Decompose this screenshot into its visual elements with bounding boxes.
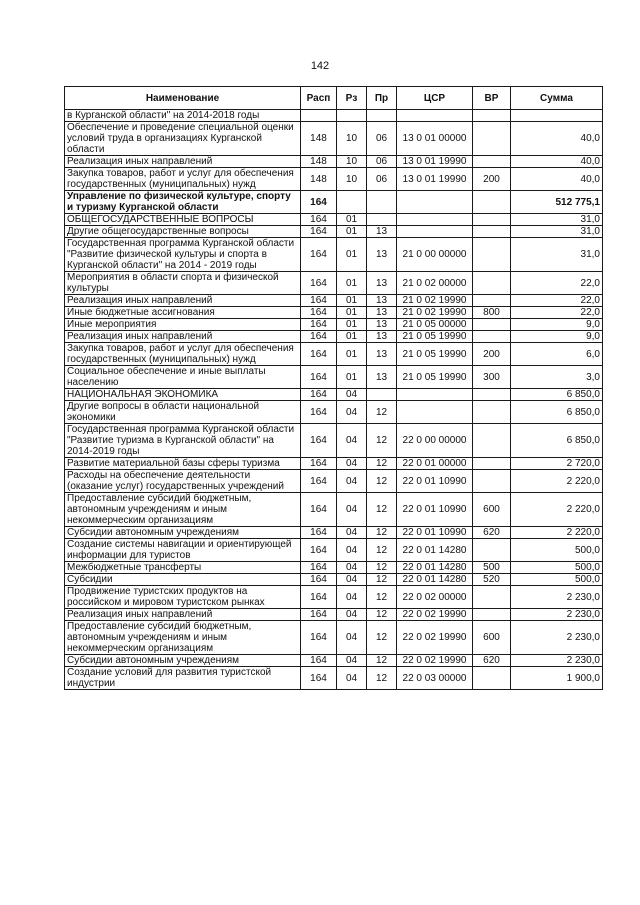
cell-rasp: 164	[301, 295, 337, 307]
cell-sum: 9,0	[511, 319, 603, 331]
cell-vr: 200	[473, 168, 511, 191]
cell-vr	[473, 238, 511, 272]
cell-rz: 04	[337, 562, 367, 574]
cell-sum: 2 230,0	[511, 655, 603, 667]
cell-vr	[473, 214, 511, 226]
cell-rz: 04	[337, 539, 367, 562]
cell-sum: 500,0	[511, 574, 603, 586]
cell-vr	[473, 156, 511, 168]
cell-sum: 31,0	[511, 226, 603, 238]
cell-csr: 21 0 05 19990	[397, 366, 473, 389]
table-row	[65, 307, 603, 319]
cell-sum: 2 220,0	[511, 470, 603, 493]
cell-rasp: 148	[301, 156, 337, 168]
cell-rasp: 164	[301, 319, 337, 331]
table-row	[65, 272, 603, 295]
cell-pr: 13	[367, 343, 397, 366]
cell-rasp: 164	[301, 621, 337, 655]
cell-rz: 04	[337, 586, 367, 609]
cell-rasp: 164	[301, 493, 337, 527]
cell-pr: 13	[367, 238, 397, 272]
cell-pr: 13	[367, 307, 397, 319]
cell-rz: 04	[337, 424, 367, 458]
cell-sum: 40,0	[511, 122, 603, 156]
cell-rasp: 164	[301, 401, 337, 424]
cell-pr: 12	[367, 458, 397, 470]
cell-rz: 04	[337, 621, 367, 655]
cell-csr: 22 0 02 19990	[397, 655, 473, 667]
cell-rasp: 164	[301, 343, 337, 366]
cell-name: Государственная программа Курганской области "Развитие туризма в Курганской области" на 2014-2019 годы	[65, 424, 301, 458]
cell-vr: 620	[473, 527, 511, 539]
cell-name: Иные мероприятия	[65, 319, 301, 331]
cell-sum: 9,0	[511, 331, 603, 343]
cell-vr	[473, 272, 511, 295]
cell-pr: 12	[367, 401, 397, 424]
table-row	[65, 493, 603, 527]
cell-name: Расходы на обеспечение деятельности (оказание услуг) государственных учреждений	[65, 470, 301, 493]
cell-pr: 12	[367, 574, 397, 586]
cell-name: Продвижение туристских продуктов на российском и мировом туристском рынках	[65, 586, 301, 609]
cell-vr	[473, 191, 511, 214]
cell-rz: 01	[337, 226, 367, 238]
cell-vr	[473, 295, 511, 307]
cell-vr	[473, 609, 511, 621]
cell-pr: 06	[367, 156, 397, 168]
table-row	[65, 574, 603, 586]
cell-rasp: 164	[301, 527, 337, 539]
cell-sum: 3,0	[511, 366, 603, 389]
table-row	[65, 655, 603, 667]
header-rasp: Расп	[301, 87, 337, 110]
cell-name: Реализация иных направлений	[65, 609, 301, 621]
cell-rz	[337, 110, 367, 122]
table-row	[65, 401, 603, 424]
cell-name: Реализация иных направлений	[65, 295, 301, 307]
cell-pr: 13	[367, 319, 397, 331]
cell-rz: 04	[337, 470, 367, 493]
cell-csr: 22 0 00 00000	[397, 424, 473, 458]
cell-csr	[397, 110, 473, 122]
cell-csr	[397, 401, 473, 424]
cell-name: Реализация иных направлений	[65, 331, 301, 343]
cell-name: Другие вопросы в области национальной экономики	[65, 401, 301, 424]
cell-name: Предоставление субсидий бюджетным, автономным учреждениям и иным некоммерческим организациям	[65, 621, 301, 655]
cell-vr: 800	[473, 307, 511, 319]
table-row	[65, 586, 603, 609]
cell-rasp: 164	[301, 539, 337, 562]
cell-csr: 22 0 01 14280	[397, 562, 473, 574]
cell-vr	[473, 458, 511, 470]
table-row	[65, 110, 603, 122]
cell-csr: 21 0 02 00000	[397, 272, 473, 295]
cell-name: Межбюджетные трансферты	[65, 562, 301, 574]
cell-csr: 21 0 00 00000	[397, 238, 473, 272]
cell-vr	[473, 470, 511, 493]
cell-csr: 21 0 02 19990	[397, 307, 473, 319]
cell-name: Развитие материальной базы сферы туризма	[65, 458, 301, 470]
cell-rz: 04	[337, 527, 367, 539]
cell-pr: 12	[367, 424, 397, 458]
cell-sum: 512 775,1	[511, 191, 603, 214]
cell-pr: 12	[367, 621, 397, 655]
cell-csr	[397, 191, 473, 214]
table-row	[65, 156, 603, 168]
cell-name: Предоставление субсидий бюджетным, автономным учреждениям и иным некоммерческим организациям	[65, 493, 301, 527]
cell-vr: 500	[473, 562, 511, 574]
cell-rz: 01	[337, 214, 367, 226]
cell-rz: 01	[337, 295, 367, 307]
cell-name: Обеспечение и проведение специальной оценки условий труда в организациях Курганской области	[65, 122, 301, 156]
cell-vr	[473, 319, 511, 331]
cell-sum: 2 220,0	[511, 527, 603, 539]
cell-pr: 06	[367, 168, 397, 191]
header-vr: ВР	[473, 87, 511, 110]
cell-rz: 01	[337, 238, 367, 272]
cell-csr: 22 0 02 19990	[397, 609, 473, 621]
cell-rasp: 164	[301, 609, 337, 621]
cell-name: Субсидии	[65, 574, 301, 586]
cell-csr: 22 0 01 14280	[397, 539, 473, 562]
cell-rasp: 164	[301, 424, 337, 458]
cell-name: Другие общегосударственные вопросы	[65, 226, 301, 238]
cell-pr: 13	[367, 226, 397, 238]
cell-vr	[473, 389, 511, 401]
cell-pr	[367, 110, 397, 122]
cell-name: Реализация иных направлений	[65, 156, 301, 168]
table-row	[65, 343, 603, 366]
cell-sum: 500,0	[511, 539, 603, 562]
cell-rz: 04	[337, 458, 367, 470]
cell-name: Создание условий для развития туристской индустрии	[65, 667, 301, 690]
cell-rz: 01	[337, 343, 367, 366]
cell-sum: 500,0	[511, 562, 603, 574]
table-row	[65, 168, 603, 191]
cell-name: ОБЩЕГОСУДАРСТВЕННЫЕ ВОПРОСЫ	[65, 214, 301, 226]
cell-rasp: 148	[301, 122, 337, 156]
cell-rasp: 164	[301, 238, 337, 272]
table-row	[65, 527, 603, 539]
cell-csr: 22 0 01 10990	[397, 470, 473, 493]
cell-rasp: 164	[301, 272, 337, 295]
table-row	[65, 562, 603, 574]
table-row	[65, 226, 603, 238]
table-body	[65, 110, 603, 690]
cell-csr: 22 0 01 10990	[397, 527, 473, 539]
table-row	[65, 295, 603, 307]
cell-name: Управление по физической культуре, спорту и туризму Курганской области	[65, 191, 301, 214]
cell-csr: 13 0 01 00000	[397, 122, 473, 156]
cell-pr	[367, 191, 397, 214]
cell-rasp: 164	[301, 562, 337, 574]
cell-csr: 22 0 01 14280	[397, 574, 473, 586]
table-row	[65, 191, 603, 214]
cell-vr: 600	[473, 621, 511, 655]
header-csr: ЦСР	[397, 87, 473, 110]
cell-csr: 22 0 01 10990	[397, 493, 473, 527]
cell-sum: 22,0	[511, 272, 603, 295]
cell-rz: 04	[337, 401, 367, 424]
cell-name: Создание системы навигации и ориентирующей информации для туристов	[65, 539, 301, 562]
cell-sum: 2 230,0	[511, 609, 603, 621]
cell-pr: 13	[367, 366, 397, 389]
cell-rasp: 164	[301, 214, 337, 226]
cell-rasp: 164	[301, 226, 337, 238]
cell-vr	[473, 110, 511, 122]
table-row	[65, 609, 603, 621]
table-row	[65, 319, 603, 331]
cell-name: Государственная программа Курганской области "Развитие физической культуры и спорта в Курганской области" на 2014 - 2019 годы	[65, 238, 301, 272]
cell-csr: 21 0 05 19990	[397, 331, 473, 343]
cell-vr: 600	[473, 493, 511, 527]
table-row	[65, 470, 603, 493]
page-number: 142	[310, 60, 330, 72]
cell-pr: 06	[367, 122, 397, 156]
table-row	[65, 389, 603, 401]
header-sum: Сумма	[511, 87, 603, 110]
cell-sum: 2 230,0	[511, 586, 603, 609]
cell-rasp: 164	[301, 458, 337, 470]
cell-vr	[473, 424, 511, 458]
table-row	[65, 667, 603, 690]
cell-rz: 04	[337, 655, 367, 667]
cell-rasp: 164	[301, 389, 337, 401]
cell-vr	[473, 539, 511, 562]
cell-csr	[397, 214, 473, 226]
budget-table	[64, 86, 603, 690]
cell-rasp: 164	[301, 331, 337, 343]
table-row	[65, 238, 603, 272]
table-row	[65, 331, 603, 343]
cell-vr	[473, 586, 511, 609]
cell-rasp	[301, 110, 337, 122]
cell-sum: 6,0	[511, 343, 603, 366]
table-header-row	[65, 87, 603, 110]
cell-pr: 13	[367, 331, 397, 343]
cell-vr: 520	[473, 574, 511, 586]
cell-csr: 21 0 02 19990	[397, 295, 473, 307]
table-row	[65, 366, 603, 389]
cell-vr	[473, 122, 511, 156]
cell-vr	[473, 331, 511, 343]
cell-rz	[337, 191, 367, 214]
cell-name: Субсидии автономным учреждениям	[65, 527, 301, 539]
cell-rasp: 164	[301, 307, 337, 319]
cell-rz: 01	[337, 319, 367, 331]
table-row	[65, 539, 603, 562]
table-row	[65, 424, 603, 458]
cell-rasp: 164	[301, 655, 337, 667]
cell-pr: 12	[367, 470, 397, 493]
cell-csr	[397, 389, 473, 401]
cell-rz: 04	[337, 389, 367, 401]
cell-rz: 10	[337, 156, 367, 168]
cell-csr	[397, 226, 473, 238]
cell-rz: 01	[337, 331, 367, 343]
cell-sum: 31,0	[511, 214, 603, 226]
cell-csr: 22 0 03 00000	[397, 667, 473, 690]
cell-pr	[367, 389, 397, 401]
table-row	[65, 122, 603, 156]
cell-name: Иные бюджетные ассигнования	[65, 307, 301, 319]
cell-rz: 04	[337, 493, 367, 527]
cell-pr: 12	[367, 539, 397, 562]
cell-vr: 300	[473, 366, 511, 389]
cell-name: Субсидии автономным учреждениям	[65, 655, 301, 667]
cell-rz: 10	[337, 168, 367, 191]
cell-csr: 13 0 01 19990	[397, 156, 473, 168]
header-rz: Рз	[337, 87, 367, 110]
cell-vr	[473, 226, 511, 238]
cell-pr: 12	[367, 609, 397, 621]
cell-vr: 200	[473, 343, 511, 366]
cell-sum: 2 230,0	[511, 621, 603, 655]
cell-sum: 31,0	[511, 238, 603, 272]
cell-rasp: 164	[301, 667, 337, 690]
cell-name: в Курганской области" на 2014-2018 годы	[65, 110, 301, 122]
cell-pr: 12	[367, 655, 397, 667]
cell-sum: 22,0	[511, 307, 603, 319]
cell-csr: 21 0 05 00000	[397, 319, 473, 331]
cell-sum: 1 900,0	[511, 667, 603, 690]
cell-rasp: 164	[301, 574, 337, 586]
cell-name: Социальное обеспечение и иные выплаты населению	[65, 366, 301, 389]
cell-csr: 13 0 01 19990	[397, 168, 473, 191]
header-pr: Пр	[367, 87, 397, 110]
cell-vr: 620	[473, 655, 511, 667]
cell-pr: 12	[367, 586, 397, 609]
cell-pr: 13	[367, 295, 397, 307]
cell-rz: 01	[337, 366, 367, 389]
cell-sum: 2 220,0	[511, 493, 603, 527]
table-row	[65, 621, 603, 655]
cell-name: Закупка товаров, работ и услуг для обеспечения государственных (муниципальных) нужд	[65, 168, 301, 191]
cell-rasp: 164	[301, 366, 337, 389]
cell-vr	[473, 401, 511, 424]
cell-name: НАЦИОНАЛЬНАЯ ЭКОНОМИКА	[65, 389, 301, 401]
cell-sum: 2 720,0	[511, 458, 603, 470]
cell-rz: 10	[337, 122, 367, 156]
cell-csr: 22 0 01 00000	[397, 458, 473, 470]
cell-rz: 04	[337, 609, 367, 621]
cell-rasp: 164	[301, 470, 337, 493]
cell-csr: 22 0 02 00000	[397, 586, 473, 609]
cell-sum: 6 850,0	[511, 424, 603, 458]
cell-rasp: 164	[301, 586, 337, 609]
cell-rz: 01	[337, 272, 367, 295]
cell-rz: 01	[337, 307, 367, 319]
cell-name: Закупка товаров, работ и услуг для обеспечения государственных (муниципальных) нужд	[65, 343, 301, 366]
cell-rasp: 148	[301, 168, 337, 191]
cell-pr: 12	[367, 493, 397, 527]
cell-pr: 13	[367, 272, 397, 295]
cell-name: Мероприятия в области спорта и физической культуры	[65, 272, 301, 295]
cell-csr: 22 0 02 19990	[397, 621, 473, 655]
table-row	[65, 458, 603, 470]
cell-rz: 04	[337, 667, 367, 690]
cell-sum: 6 850,0	[511, 401, 603, 424]
cell-sum: 40,0	[511, 156, 603, 168]
cell-vr	[473, 667, 511, 690]
cell-sum: 6 850,0	[511, 389, 603, 401]
table-row	[65, 214, 603, 226]
cell-rz: 04	[337, 574, 367, 586]
cell-pr	[367, 214, 397, 226]
cell-csr: 21 0 05 19990	[397, 343, 473, 366]
cell-sum: 22,0	[511, 295, 603, 307]
header-name: Наименование	[65, 87, 301, 110]
cell-pr: 12	[367, 667, 397, 690]
cell-sum	[511, 110, 603, 122]
cell-rasp: 164	[301, 191, 337, 214]
cell-pr: 12	[367, 527, 397, 539]
cell-pr: 12	[367, 562, 397, 574]
cell-sum: 40,0	[511, 168, 603, 191]
